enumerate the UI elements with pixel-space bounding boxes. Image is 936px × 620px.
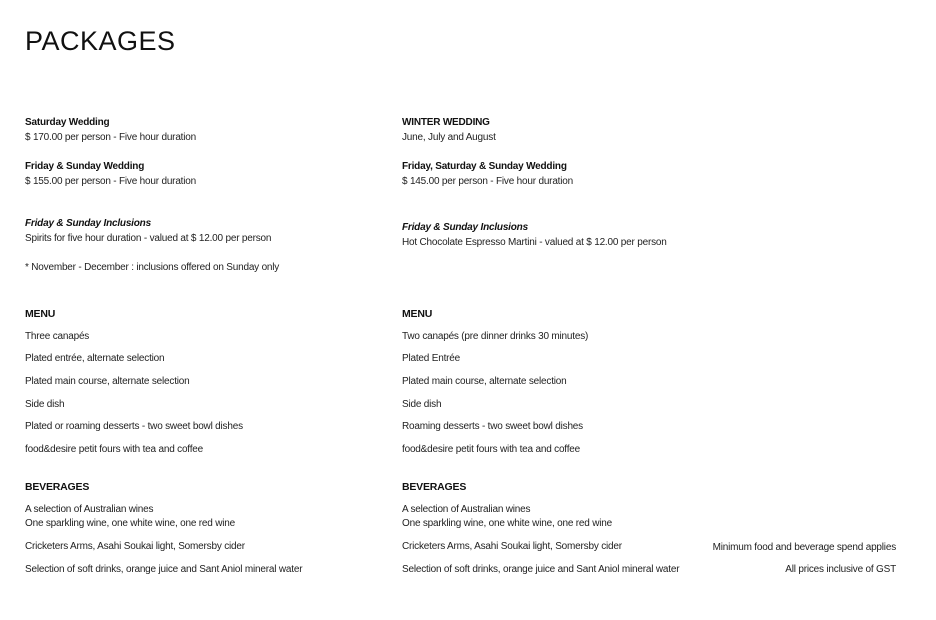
menu-item: Three canapés	[25, 331, 90, 342]
menu-heading: MENU	[402, 308, 433, 320]
beverage-item: One sparkling wine, one white wine, one red wine	[25, 518, 235, 529]
beverage-item: A selection of Australian wines	[25, 504, 154, 515]
menu-item: Plated or roaming desserts - two sweet bowl dishes	[25, 421, 243, 432]
package-subtitle: June, July and August	[402, 132, 496, 143]
package-price: $ 145.00 per person - Five hour duration	[402, 176, 573, 187]
beverage-item: Selection of soft drinks, orange juice and Sant Aniol mineral water	[402, 564, 680, 575]
gst-note: All prices inclusive of GST	[785, 564, 896, 575]
menu-item: Side dish	[25, 399, 65, 410]
beverages-heading: BEVERAGES	[25, 481, 90, 493]
menu-item: Two canapés (pre dinner drinks 30 minutes)	[402, 331, 589, 342]
package-title: Saturday Wedding	[25, 117, 110, 128]
menu-item: Side dish	[402, 399, 442, 410]
menu-item: food&desire petit fours with tea and coffee	[25, 444, 204, 455]
inclusions-text: Spirits for five hour duration - valued at $ 12.00 per person	[25, 233, 272, 244]
menu-item: Plated main course, alternate selection	[402, 376, 567, 387]
package-title: Friday, Saturday & Sunday Wedding	[402, 161, 567, 172]
menu-item: Plated main course, alternate selection	[25, 376, 190, 387]
beverage-item: Selection of soft drinks, orange juice and Sant Aniol mineral water	[25, 564, 303, 575]
inclusions-title: Friday & Sunday Inclusions	[25, 218, 151, 229]
spend-note: Minimum food and beverage spend applies	[712, 542, 896, 553]
inclusions-title: Friday & Sunday Inclusions	[402, 222, 528, 233]
beverage-item: Cricketers Arms, Asahi Soukai light, Somersby cider	[25, 541, 245, 552]
package-title: Friday & Sunday Wedding	[25, 161, 145, 172]
menu-item: Plated entrée, alternate selection	[25, 353, 165, 364]
page-title: PACKAGES	[25, 26, 176, 56]
menu-heading: MENU	[25, 308, 56, 320]
menu-item: Plated Entrée	[402, 353, 460, 364]
package-title: WINTER WEDDING	[402, 117, 490, 128]
footnote: * November - December : inclusions offered on Sunday only	[25, 262, 280, 273]
beverage-item: One sparkling wine, one white wine, one red wine	[402, 518, 612, 529]
beverage-item: A selection of Australian wines	[402, 504, 531, 515]
menu-item: Roaming desserts - two sweet bowl dishes	[402, 421, 583, 432]
package-price: $ 155.00 per person - Five hour duration	[25, 176, 196, 187]
inclusions-text: Hot Chocolate Espresso Martini - valued at $ 12.00 per person	[402, 237, 667, 248]
menu-item: food&desire petit fours with tea and coffee	[402, 444, 581, 455]
beverages-heading: BEVERAGES	[402, 481, 467, 493]
beverage-item: Cricketers Arms, Asahi Soukai light, Somersby cider	[402, 541, 622, 552]
package-price: $ 170.00 per person - Five hour duration	[25, 132, 196, 143]
